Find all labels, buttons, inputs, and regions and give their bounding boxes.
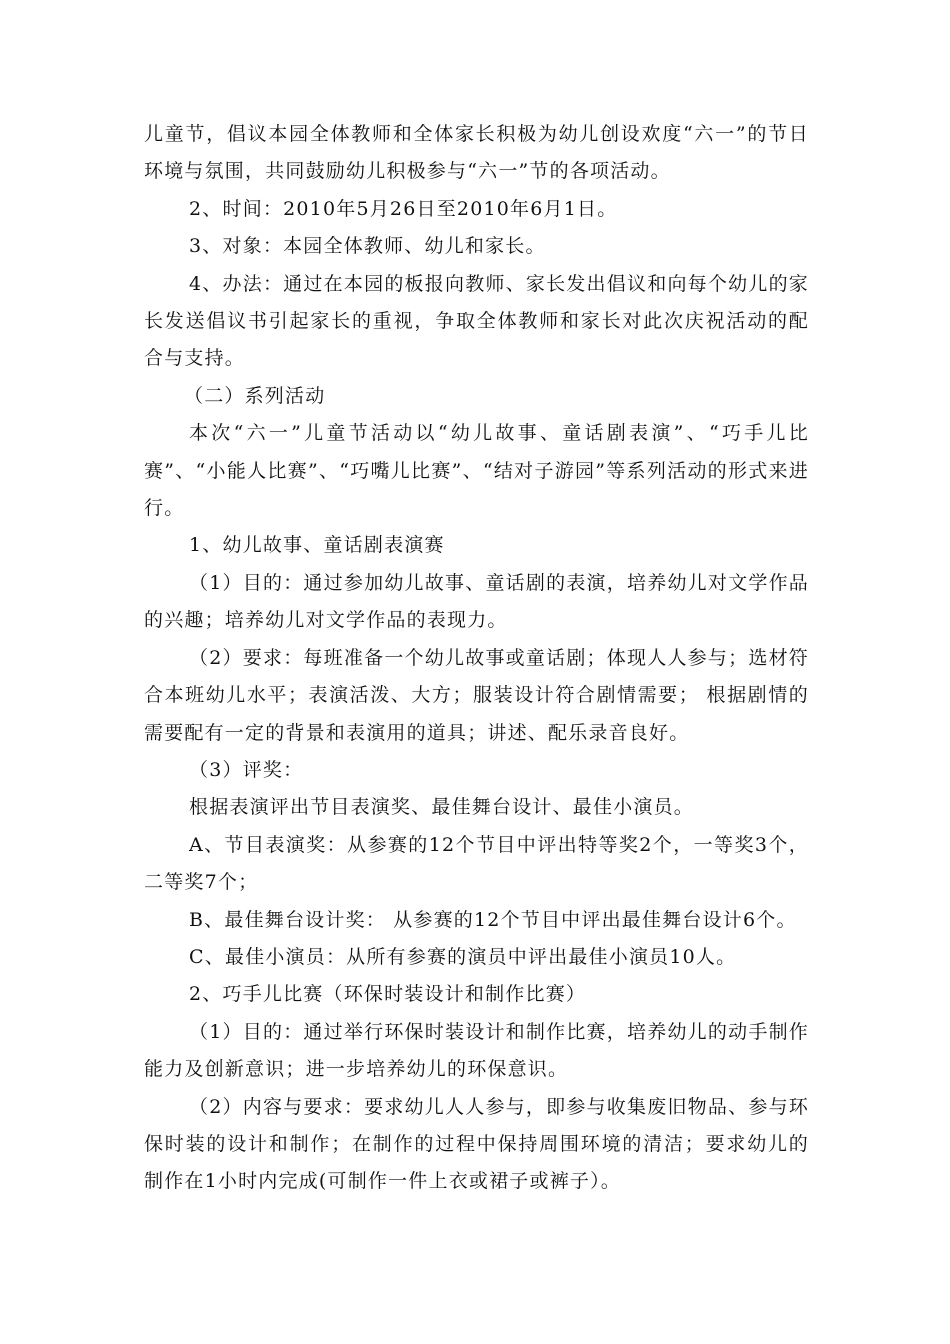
paragraph-award-a: A、节目表演奖：从参赛的12个节目中评出特等奖2个，一等奖3个， 二等奖7个；: [144, 833, 809, 894]
paragraph-award-b: B、最佳舞台设计奖： 从参赛的12个节目中评出最佳舞台设计6个。: [189, 908, 797, 931]
subheading-craft-contest: 2、巧手儿比赛（环保时装设计和制作比赛）: [189, 983, 587, 1006]
paragraph-audience: 3、对象：本园全体教师、幼儿和家长。: [189, 235, 546, 258]
paragraph-story-requirements: （2）要求：每班准备一个幼儿故事或童话剧；体现人人参与；选材符合本班幼儿水平；表演活泼、大方；服装设计符合剧情需要； 根据剧情的需要配有一定的背景和表演用的道具；讲述、配乐录音良好。: [144, 646, 809, 744]
document-body: [144, 116, 809, 1201]
subheading-story-contest: 1、幼儿故事、童话剧表演赛: [189, 534, 445, 557]
section-heading-series-activities: （二）系列活动: [184, 384, 326, 407]
paragraph-continuation: 儿童节，倡议本园全体教师和全体家长积极为幼儿创设欢度“六一”的节日环境与氛围，共同鼓励幼儿积极参与“六一”节的各项活动。: [144, 123, 809, 183]
paragraph-craft-purpose: （1）目的：通过举行环保时装设计和制作比赛，培养幼儿的动手制作能力及创新意识；进一步培养幼儿的环保意识。: [144, 1020, 809, 1081]
paragraph-story-purpose: （1）目的：通过参加幼儿故事、童话剧的表演，培养幼儿对文学作品的兴趣；培养幼儿对文学作品的表现力。: [144, 571, 809, 632]
paragraph-award-c: C、最佳小演员：从所有参赛的演员中评出最佳小演员10人。: [189, 945, 737, 968]
paragraph-series-intro: 本次“六一”儿童节活动以“幼儿故事、童话剧表演”、“巧手儿比赛”、“小能人比赛”、“巧嘴儿比赛”、“结对子游园”等系列活动的形式来进行。: [144, 422, 809, 520]
paragraph-craft-requirements: （2）内容与要求：要求幼儿人人参与，即参与收集废旧物品、参与环保时装的设计和制作；在制作的过程中保持周围环境的清洁；要求幼儿的制作在1小时内完成(可制作一件上衣或裙子或裤子）。: [144, 1095, 809, 1193]
paragraph-time: 2、时间：2010年5月26日至2010年6月1日。: [189, 197, 618, 220]
paragraph-method: 4、办法：通过在本园的板报向教师、家长发出倡议和向每个幼儿的家长发送倡议书引起家长的重视，争取全体教师和家长对此次庆祝活动的配合与支持。: [144, 272, 809, 370]
paragraph-awards-heading: （3）评奖：: [189, 758, 304, 781]
paragraph-awards-summary: 根据表演评出节目表演奖、最佳舞台设计、最佳小演员。: [189, 796, 695, 819]
